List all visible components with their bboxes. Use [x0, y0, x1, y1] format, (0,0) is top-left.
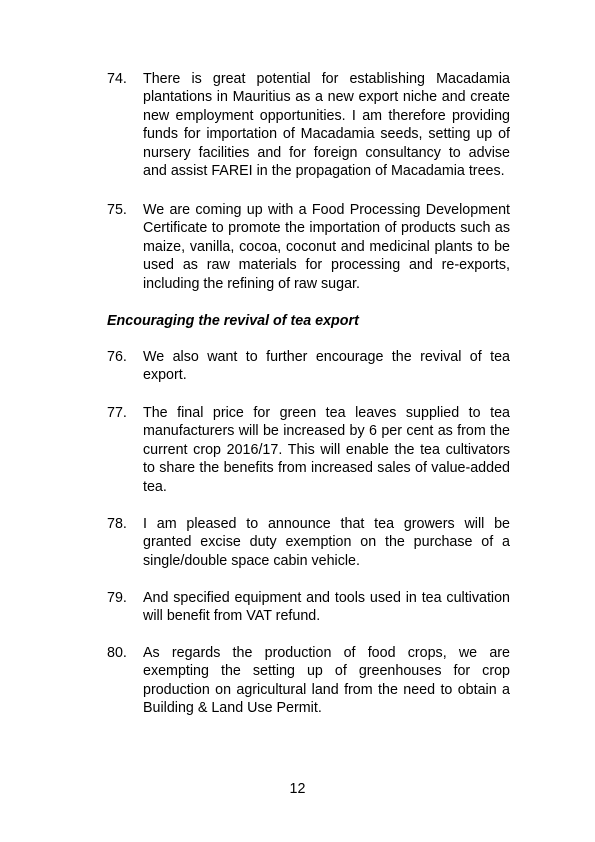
paragraph-text: We are coming up with a Food Processing Development Certificate to promote the importation of products such as maize, vanilla, cocoa, coconut and medicinal plants to be used as raw materials for processing and re-exports, including the refining of raw sugar. — [143, 202, 510, 292]
paragraph-number: 80. — [107, 645, 127, 661]
paragraph-text: The final price for green tea leaves supplied to tea manufacturers will be increased by 6 per cent as from the current crop 2016/17. This will enable the tea cultivators to share the benefits from increased sales of value-added tea. — [143, 405, 510, 495]
paragraph-text: I am pleased to announce that tea growers will be granted excise duty exemption on the purchase of a single/double space cabin vehicle. — [143, 516, 510, 569]
paragraph-78 — [107, 515, 510, 570]
paragraph-76 — [107, 348, 510, 385]
paragraph-77 — [107, 404, 510, 496]
page-number: 12 — [289, 781, 306, 797]
paragraph-number: 78. — [107, 516, 127, 532]
paragraph-number: 77. — [107, 405, 127, 421]
paragraph-74 — [107, 70, 510, 180]
paragraph-number: 74. — [107, 71, 127, 87]
paragraph-79 — [107, 589, 510, 626]
paragraph-text: We also want to further encourage the revival of tea export. — [143, 349, 510, 384]
paragraph-80 — [107, 644, 510, 718]
section-heading: Encouraging the revival of tea export — [107, 313, 359, 329]
paragraph-number: 79. — [107, 590, 127, 606]
paragraph-text: There is great potential for establishing Macadamia plantations in Mauritius as a new export niche and create new employment opportunities. I am therefore providing funds for importation of Macadamia seeds, setting up of nursery facilities and for foreign consultancy to advise and assist FAREI in the propagation of Macadamia trees. — [143, 71, 510, 180]
paragraph-75 — [107, 201, 510, 293]
paragraph-text: And specified equipment and tools used in tea cultivation will benefit from VAT refund. — [143, 590, 510, 625]
paragraph-number: 75. — [107, 202, 127, 218]
paragraph-text: As regards the production of food crops, we are exempting the setting up of greenhouses for crop production on agricultural land from the need to obtain a Building & Land Use Permit. — [143, 645, 510, 717]
paragraph-number: 76. — [107, 349, 127, 365]
